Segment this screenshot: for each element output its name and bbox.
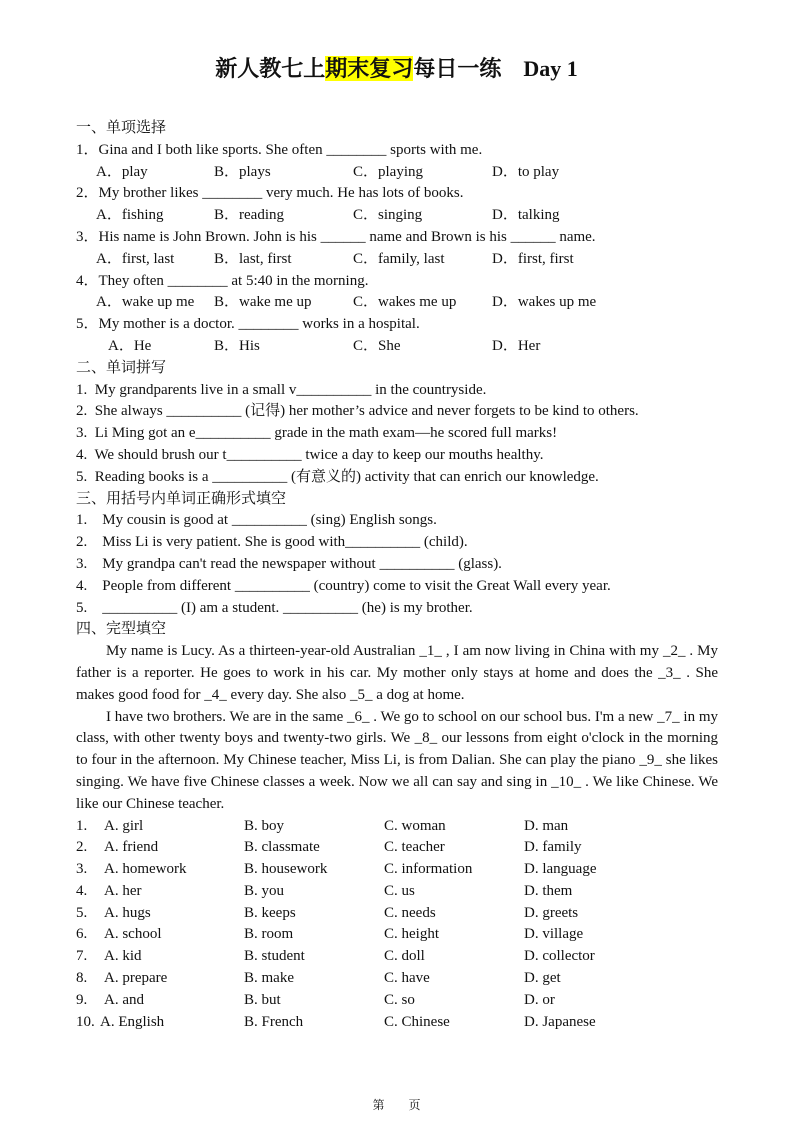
option: B．wake me up <box>214 294 312 311</box>
option: A. hugs <box>104 904 151 921</box>
option: C．singing <box>353 207 423 224</box>
title-day: Day 1 <box>523 56 578 81</box>
question-number: 7. <box>76 948 88 965</box>
title-part: 新人教七上 <box>215 56 326 81</box>
cloze-options-row <box>76 903 718 925</box>
option: C. so <box>384 991 415 1008</box>
option: C. us <box>384 882 415 899</box>
page-title <box>0 52 793 83</box>
option: D．to play <box>492 163 560 180</box>
passage-paragraph: I have two brothers. We are in the same _6_ . We go to school on our school bus. I'm a new _7_ in my class, with other twenty boys and twenty-two girls. We _8_ our lessons from eight o'clock in the morning to four in the afternoon. My Chinese teacher, Miss Li, is from Dalian. She can play the piano _9_ she likes singing. We have five Chinese classes a week. Now we all can say and sing in _10_ . We like Chinese. We like our Chinese teacher. <box>76 708 718 812</box>
option: A．wake up me <box>96 294 195 311</box>
question-text: 5．My mother is a doctor. ________ works in a hospital. <box>76 316 420 333</box>
option: A. girl <box>104 817 144 834</box>
option: C．family, last <box>353 250 445 267</box>
option: A. English <box>100 1013 165 1030</box>
option: D. language <box>524 861 597 878</box>
fill-item: 5. __________ (I) am a student. __________ (he) is my brother. <box>76 599 473 616</box>
option: D. family <box>524 839 582 856</box>
options-row <box>76 205 718 227</box>
option: D. greets <box>524 904 579 921</box>
options-row <box>76 249 718 271</box>
footer-left: 第 <box>372 1098 385 1112</box>
cloze-options-row <box>76 837 718 859</box>
question-text: 4．They often ________ at 5:40 in the morning. <box>76 272 369 289</box>
option: A．fishing <box>96 207 164 224</box>
option: C. have <box>384 970 430 987</box>
spelling-item: 2. She always __________ (记得) her mother’s advice and never forgets to be kind to others. <box>76 403 639 420</box>
option: A. kid <box>104 948 142 965</box>
option: D. them <box>524 882 573 899</box>
worksheet-content <box>76 118 718 1033</box>
section-heading: 一、单项选择 <box>76 120 167 136</box>
option: A. prepare <box>104 970 168 987</box>
option: B. make <box>244 970 294 987</box>
question-number: 6. <box>76 926 88 943</box>
spelling-item: 5. Reading books is a __________ (有意义的) activity that can enrich our knowledge. <box>76 468 599 485</box>
option: D. get <box>524 970 561 987</box>
option: B. student <box>244 948 305 965</box>
option: B. French <box>244 1013 304 1030</box>
option: A．He <box>108 337 152 354</box>
option: D. or <box>524 991 555 1008</box>
option: D．Her <box>492 337 541 354</box>
cloze-options-row <box>76 859 718 881</box>
fill-item: 2. Miss Li is very patient. She is good with__________ (child). <box>76 534 468 551</box>
cloze-options-row <box>76 881 718 903</box>
question-number: 3. <box>76 861 88 878</box>
spelling-item: 4. We should brush our t__________ twice a day to keep our mouths healthy. <box>76 446 544 463</box>
option: B. boy <box>244 817 285 834</box>
option: D．first, first <box>492 250 574 267</box>
option: A. school <box>104 926 162 943</box>
cloze-options-row <box>76 990 718 1012</box>
option: B．reading <box>214 207 284 224</box>
option: C. height <box>384 926 439 943</box>
option: D．talking <box>492 207 560 224</box>
option: A．play <box>96 163 148 180</box>
question-number: 10. <box>76 1013 95 1030</box>
option: D. man <box>524 817 569 834</box>
question-number: 9. <box>76 991 88 1008</box>
option: C. Chinese <box>384 1013 450 1030</box>
cloze-options-row <box>76 924 718 946</box>
title-part: 每日一练 <box>413 56 502 81</box>
option: C. doll <box>384 948 425 965</box>
option: B. housework <box>244 861 328 878</box>
option: C. information <box>384 861 473 878</box>
options-row <box>76 336 718 358</box>
option: D．wakes up me <box>492 294 597 311</box>
question-number: 1. <box>76 817 88 834</box>
option: B. you <box>244 882 285 899</box>
page-footer <box>0 1096 793 1113</box>
option: B. classmate <box>244 839 320 856</box>
cloze-options-row <box>76 1012 718 1034</box>
fill-item: 3. My grandpa can't read the newspaper without __________ (glass). <box>76 555 502 572</box>
fill-item: 1. My cousin is good at __________ (sing) English songs. <box>76 512 437 529</box>
option: D. Japanese <box>524 1013 596 1030</box>
cloze-options-row <box>76 816 718 838</box>
footer-right: 页 <box>408 1098 421 1112</box>
cloze-options-row <box>76 946 718 968</box>
question-number: 5. <box>76 904 88 921</box>
title-highlight: 期末复习 <box>325 56 414 81</box>
spelling-item: 1. My grandparents live in a small v__________ in the countryside. <box>76 381 487 398</box>
section-heading: 三、用括号内单词正确形式填空 <box>76 490 287 507</box>
option: A．first, last <box>96 250 175 267</box>
options-row <box>76 292 718 314</box>
question-number: 8. <box>76 970 88 987</box>
option: B. keeps <box>244 904 296 921</box>
question-text: 1．Gina and I both like sports. She often ________ sports with me. <box>76 141 483 158</box>
cloze-options-row <box>76 968 718 990</box>
fill-item: 4. People from different __________ (country) come to visit the Great Wall every year. <box>76 577 611 594</box>
option: D. collector <box>524 948 595 965</box>
option: C．playing <box>353 163 423 180</box>
option: A. her <box>104 882 142 899</box>
option: B. but <box>244 991 281 1008</box>
passage-paragraph: My name is Lucy. As a thirteen-year-old Australian _1_ , I am now living in China with my _2_ . My father is a reporter. He goes to work in his car. My mother only stays at home and does the _3_ . She makes good food for _4_ every day. She also _5_ a dog at home. <box>76 643 718 703</box>
option: B. room <box>244 926 294 943</box>
option: C. woman <box>384 817 446 834</box>
question-number: 4. <box>76 882 88 899</box>
option: B．plays <box>214 163 271 180</box>
option: C. teacher <box>384 839 445 856</box>
section-heading: 二、单词拼写 <box>76 359 167 376</box>
spelling-item: 3. Li Ming got an e__________ grade in the math exam—he scored full marks! <box>76 425 558 442</box>
option: C．wakes me up <box>353 294 457 311</box>
option: B．His <box>214 337 260 354</box>
option: D. village <box>524 926 584 943</box>
option: C. needs <box>384 904 436 921</box>
option: A. homework <box>104 861 187 878</box>
option: C．She <box>353 337 401 354</box>
section-heading: 四、完型填空 <box>76 621 167 638</box>
question-text: 3．His name is John Brown. John is his ______ name and Brown is his ______ name. <box>76 228 596 245</box>
option: A. friend <box>104 839 159 856</box>
question-text: 2．My brother likes ________ very much. He has lots of books. <box>76 185 464 202</box>
option: A. and <box>104 991 144 1008</box>
option: B．last, first <box>214 250 292 267</box>
question-number: 2. <box>76 839 88 856</box>
options-row <box>76 162 718 184</box>
